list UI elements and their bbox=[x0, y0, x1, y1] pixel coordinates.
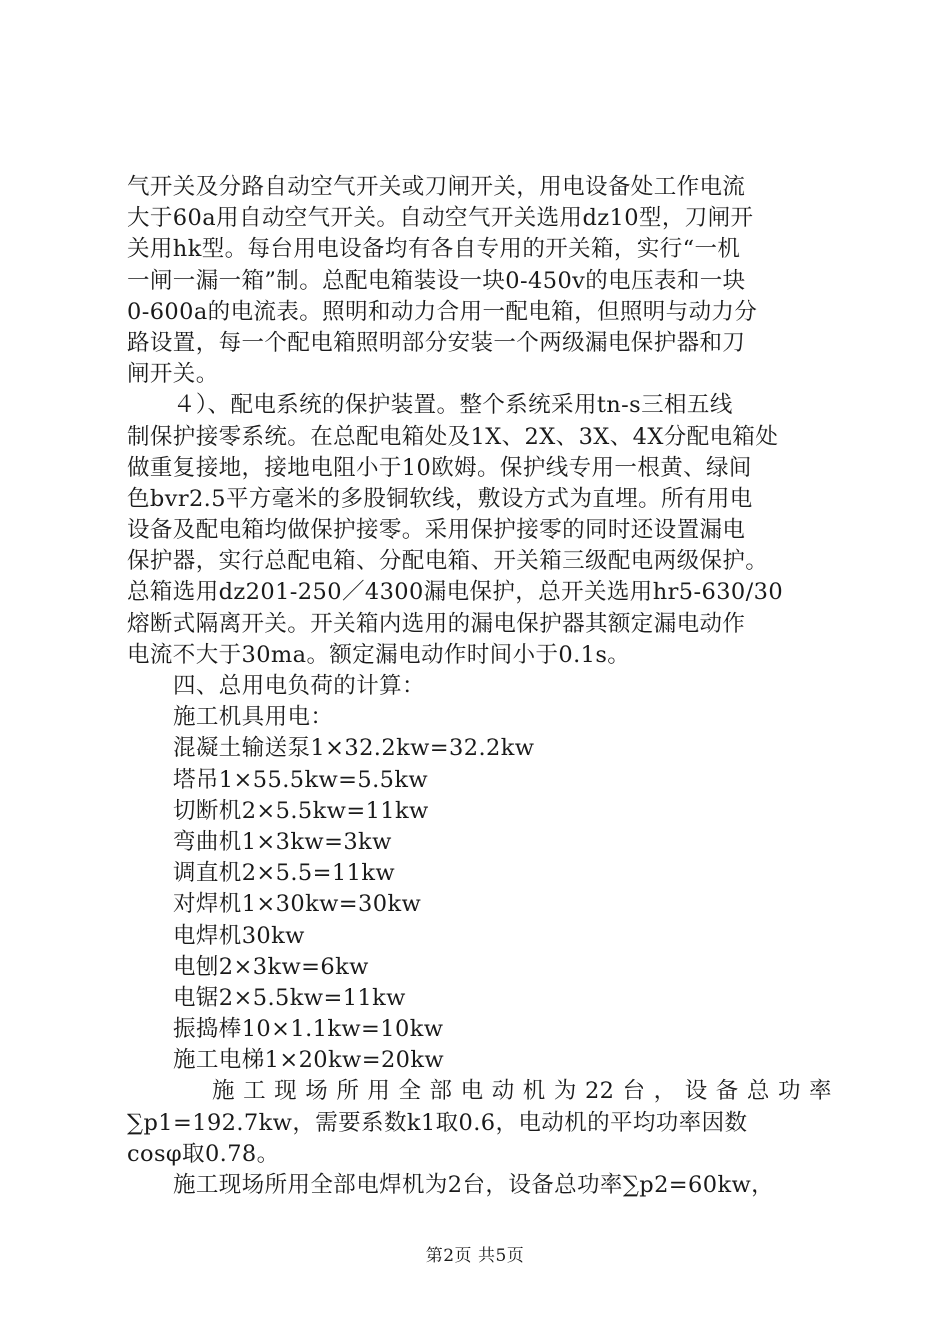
page-footer: 第2页 共5页 bbox=[425, 1246, 525, 1266]
char: 所 bbox=[336, 1078, 360, 1105]
char: ， bbox=[653, 1078, 677, 1105]
equipment-item: 电焊机30kw bbox=[173, 922, 305, 949]
text-line: cosφ取0.78。 bbox=[127, 1140, 280, 1167]
paragraph-start: 施工现场所用全部电焊机为2台，设备总功率∑p2=60kw， bbox=[173, 1172, 775, 1198]
equipment-item: 弯曲机1×3kw=3kw bbox=[173, 828, 392, 855]
text-line: 路设置，每一个配电箱照明部分安装一个两级漏电保护器和刀 bbox=[127, 329, 746, 356]
char: 电 bbox=[460, 1078, 484, 1105]
equipment-item: 电锯2×5.5kw=11kw bbox=[173, 984, 406, 1011]
char: 现 bbox=[274, 1078, 298, 1105]
text-line: 电流不大于30ma。额定漏电动作时间小于0.1s。 bbox=[127, 641, 631, 668]
text-line: ∑p1=192.7kw，需要系数k1取0.6，电动机的平均功率因数 bbox=[127, 1109, 748, 1136]
equipment-item: 调直机2×5.5=11kw bbox=[173, 860, 396, 887]
text-line: 熔断式隔离开关。开关箱内选用的漏电保护器其额定漏电动作 bbox=[127, 610, 746, 637]
text-line: 气开关及分路自动空气开关或刀闸开关，用电设备处工作电流 bbox=[127, 174, 746, 200]
text-line: 做重复接地，接地电阻小于10欧姆。保护线专用一根黄、绿间 bbox=[127, 454, 752, 481]
equipment-item: 混凝土输送泵1×32.2kw=32.2kw bbox=[173, 735, 535, 762]
text-line: 总箱选用dz201-250／4300漏电保护，总开关选用hr5-630/30 bbox=[127, 579, 784, 606]
char: 机 bbox=[522, 1078, 546, 1105]
equipment-item: 施工电梯1×20kw=20kw bbox=[173, 1047, 445, 1074]
char: 设 bbox=[684, 1078, 708, 1105]
char: 总 bbox=[746, 1078, 770, 1105]
char: 用 bbox=[367, 1078, 391, 1105]
char: 工 bbox=[243, 1078, 266, 1105]
equipment-item: 对焊机1×30kw=30kw bbox=[173, 891, 422, 918]
text-line: 关用hk型。每台用电设备均有各自专用的开关箱，实行“一机 bbox=[127, 236, 741, 263]
char: 施 bbox=[212, 1078, 235, 1105]
text-line: 制保护接零系统。在总配电箱处及1X、2X、3X、4X分配电箱处 bbox=[127, 423, 779, 450]
char: 动 bbox=[491, 1078, 515, 1105]
char: 台 bbox=[622, 1078, 646, 1105]
text-line: 闸开关。 bbox=[127, 361, 219, 388]
text-line: 色bvr2.5平方毫米的多股铜软线，敷设方式为直埋。所有用电 bbox=[127, 485, 753, 512]
char: 全 bbox=[398, 1078, 422, 1105]
char: 率 bbox=[809, 1078, 832, 1105]
section-heading: 四、总用电负荷的计算： bbox=[173, 673, 425, 699]
char: 为 bbox=[553, 1078, 577, 1105]
text-line: 设备及配电箱均做保护接零。采用保护接零的同时还设置漏电 bbox=[127, 517, 746, 544]
equipment-item: 塔吊1×55.5kw=5.5kw bbox=[173, 766, 429, 793]
char: 22 bbox=[584, 1078, 615, 1105]
text-line: 保护器，实行总配电箱、分配电箱、开关箱三级配电两级保护。 bbox=[127, 548, 769, 575]
equipment-item: 切断机2×5.5kw=11kw bbox=[173, 797, 429, 824]
char: 场 bbox=[305, 1078, 329, 1105]
equipment-item: 电刨2×3kw=6kw bbox=[173, 953, 369, 980]
text-line: 大于60a用自动空气开关。自动空气开关选用dz10型，刀闸开 bbox=[127, 205, 754, 232]
equipment-item: 振捣棒10×1.1kw=10kw bbox=[173, 1016, 444, 1043]
char: 备 bbox=[715, 1078, 739, 1105]
paragraph-start: ４）、配电系统的保护装置。整个系统采用tn-s三相五线 bbox=[173, 392, 733, 419]
text-line: 0-600a的电流表。照明和动力合用一配电箱，但照明与动力分 bbox=[127, 298, 758, 325]
char: 功 bbox=[777, 1078, 801, 1105]
subheading: 施工机具用电： bbox=[173, 704, 334, 731]
text-line: 一闸一漏一箱”制。总配电箱装设一块0-450v的电压表和一块 bbox=[127, 267, 746, 294]
justified-paragraph-line bbox=[127, 1076, 832, 1107]
char: 部 bbox=[429, 1078, 453, 1105]
document-body bbox=[127, 172, 832, 1201]
